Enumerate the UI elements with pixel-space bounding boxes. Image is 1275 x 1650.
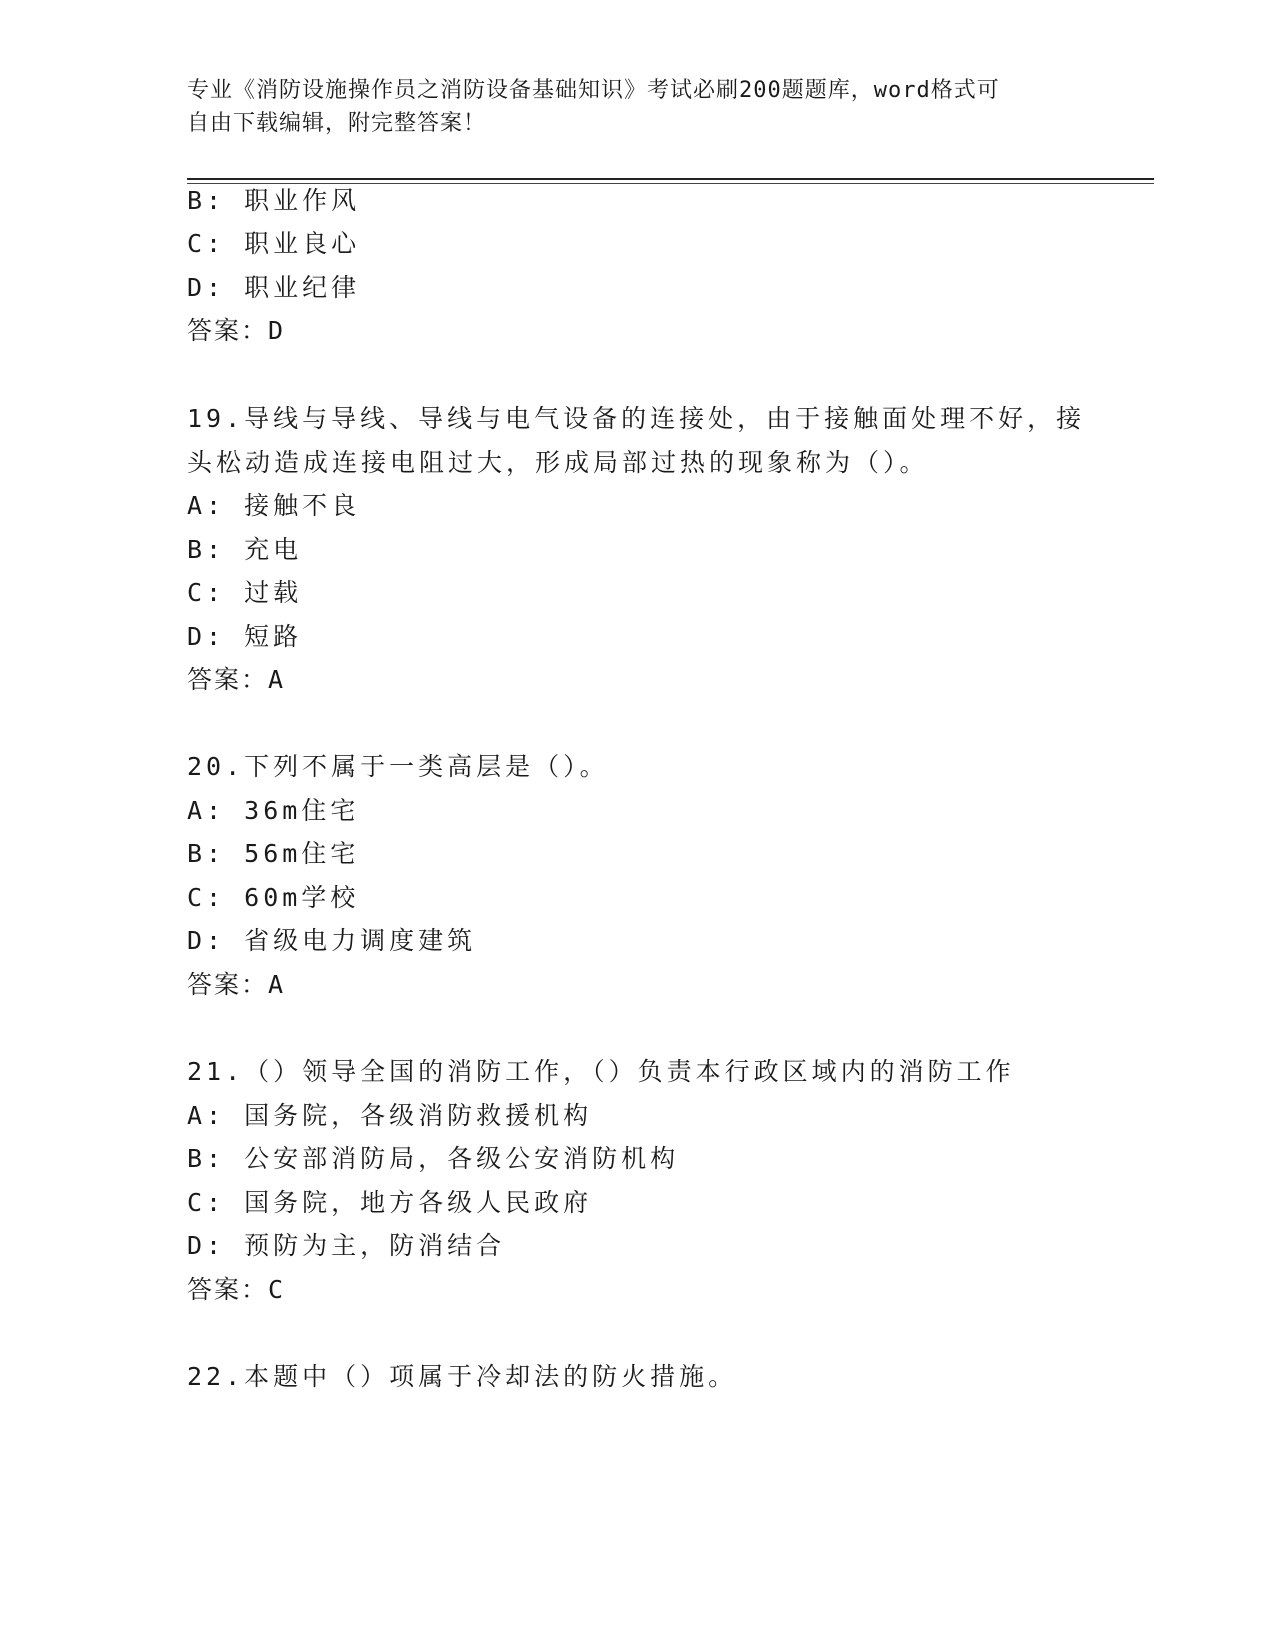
answer-label: 答案： bbox=[187, 1275, 269, 1304]
answer-value: A bbox=[268, 970, 286, 999]
header-title-line-2: 自由下载编辑，附完整答案！ bbox=[187, 111, 487, 136]
option-d: D: 短路 bbox=[187, 622, 303, 651]
option-a: A: 国务院，各级消防救援机构 bbox=[187, 1101, 593, 1130]
question-stem: 20.下列不属于一类高层是（）。 bbox=[187, 752, 609, 781]
option-b: B: 公安部消防局，各级公安消防机构 bbox=[187, 1144, 680, 1173]
option-b: B: 充电 bbox=[187, 535, 303, 564]
answer-value: C bbox=[268, 1275, 286, 1304]
answer-label: 答案： bbox=[187, 316, 269, 345]
answer-label: 答案： bbox=[187, 665, 269, 694]
option-b: B: 职业作风 bbox=[187, 186, 361, 215]
header-title-line-1: 专业《消防设施操作员之消防设备基础知识》考试必刷200题题库，word格式可 bbox=[187, 78, 1000, 103]
option-a: A: 36m住宅 bbox=[187, 796, 360, 825]
option-c: C: 职业良心 bbox=[187, 229, 361, 258]
answer-line bbox=[187, 968, 285, 1002]
option-d: D: 省级电力调度建筑 bbox=[187, 926, 477, 955]
option-a: A: 接触不良 bbox=[187, 491, 361, 520]
document-header bbox=[187, 74, 1087, 140]
answer-value: A bbox=[268, 665, 286, 694]
question-stem: 21.（）领导全国的消防工作，（）负责本行政区域内的消防工作 bbox=[187, 1057, 1015, 1086]
answer-line bbox=[187, 663, 285, 697]
option-c: C: 60m学校 bbox=[187, 883, 360, 912]
option-b: B: 56m住宅 bbox=[187, 839, 360, 868]
answer-value: D bbox=[268, 316, 286, 345]
question-stem-continued: 头松动造成连接电阻过大，形成局部过热的现象称为（）。 bbox=[187, 448, 929, 477]
header-divider-thick bbox=[187, 178, 1154, 180]
answer-line bbox=[187, 1273, 285, 1307]
option-c: C: 国务院，地方各级人民政府 bbox=[187, 1188, 593, 1217]
option-c: C: 过载 bbox=[187, 578, 303, 607]
question-stem: 19.导线与导线、导线与电气设备的连接处，由于接触面处理不好，接 bbox=[187, 404, 1086, 433]
answer-line bbox=[187, 314, 285, 348]
option-d: D: 预防为主，防消结合 bbox=[187, 1231, 506, 1260]
question-stem: 22.本题中（）项属于冷却法的防火措施。 bbox=[187, 1362, 738, 1391]
answer-label: 答案： bbox=[187, 970, 269, 999]
option-d: D: 职业纪律 bbox=[187, 273, 361, 302]
